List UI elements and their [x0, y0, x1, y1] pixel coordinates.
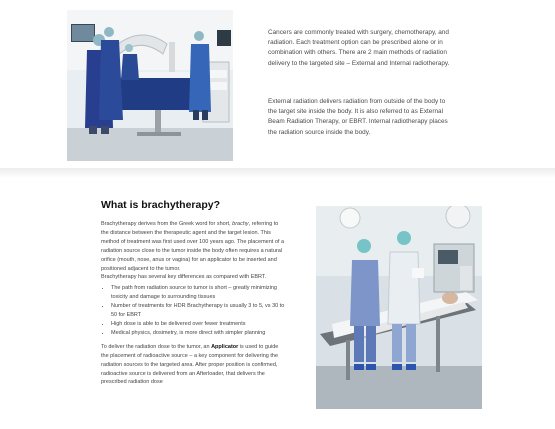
greek-word: brachy	[232, 221, 249, 227]
applicator-paragraph: To deliver the radiation dose to the tumor, an Applicator is used to guide the placement of radioactive source – a key component for delivering the radiation sources to the targeted area. After proper position is confirmed, radioactive source is delivered from an Afterloader, that delivers the prescribed radiation dose	[101, 343, 279, 386]
key-differences-intro: Brachytherapy has several key differences as compared with EBRT.	[101, 274, 267, 281]
intro-section	[0, 0, 555, 168]
intro-paragraph-external-radiation: External radiation delivers radiation from outside of the body to the target site inside the body. It is also referred to as External Beam Radiation Therapy, or EBRT. Internal radiotherapy places the radiation source inside the body.	[268, 98, 448, 136]
list-item: • The path from radiation source to tumor is short – greatly minimizing toxicity and damage to surrounding tissues	[111, 284, 286, 302]
list-item: • Medical physics, dosimetry, is more direct with simpler planning	[111, 329, 286, 338]
treatment-room-photo	[316, 206, 482, 409]
operating-room-photo	[67, 10, 233, 161]
brachytherapy-definition: Brachytherapy derives from the Greek word for short, brachy, referring to the distance between the therapeutic agent and the target lesion. This method of treatment was first used over 100 years ago. The placement of a radiation source close to the tumor inside the body often requires a natural orifice (mouth, nose, anus or vagina) for an applicator to be inserted and positioned adjacent to the tumor.	[101, 221, 285, 272]
brachytherapy-heading: What is brachytherapy?	[101, 199, 221, 211]
list-item: • High dose is able to be delivered over fewer treatments	[111, 320, 286, 329]
applicator-term: Applicator	[211, 343, 239, 350]
section-divider	[0, 168, 555, 178]
list-item: • Number of treatments for HDR Brachytherapy is usually 3 to 5, vs 30 to 50 for EBRT	[111, 302, 286, 320]
differences-list	[101, 284, 286, 337]
intro-paragraph-treatments: Cancers are commonly treated with surgery, chemotherapy, and radiation. Each treatment option can be prescribed alone or in combination with others. There are 2 main methods of radiation delivery to the targeted site – External and Internal radiotherapy.	[268, 29, 450, 67]
brachytherapy-text	[101, 220, 286, 387]
